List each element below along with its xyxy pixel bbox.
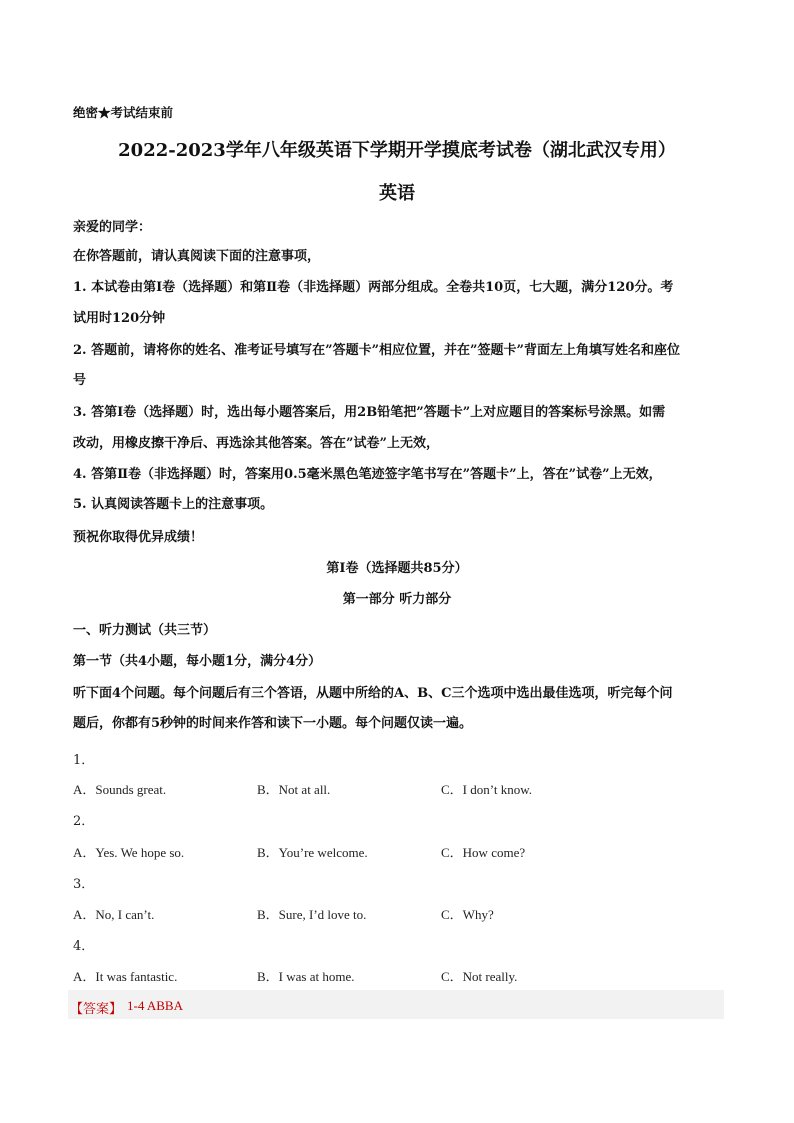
- answer-value: 1-4 ABBA: [127, 998, 183, 1013]
- instruction-line-1: 听下面4个问题。每个问题后有三个答语，从题中所给的A、B、C三个选项中选出最佳选项，听完每个问: [73, 686, 673, 701]
- option-a: A．Yes. We hope so.: [73, 845, 185, 860]
- listening-subheading: 第一节（共4小题，每小题1分，满分4分）: [73, 654, 322, 669]
- answer-label: 【答案】: [70, 1002, 123, 1017]
- option-a: A．No, I can’t.: [73, 907, 155, 922]
- option-c: C．Why?: [441, 907, 494, 922]
- subject-title: 英语: [379, 183, 415, 204]
- option-a: A．It was fantastic.: [73, 969, 178, 984]
- section-heading: 第一部分 听力部分: [342, 592, 452, 607]
- notice-item-1-line-1: 1. 本试卷由第Ⅰ卷（选择题）和第Ⅱ卷（非选择题）两部分组成。全卷共10页，七大题，满分120分。考: [73, 280, 674, 295]
- notice-item-3-line-1: 3. 答第Ⅰ卷（选择题）时，选出每小题答案后，用2B铅笔把”答题卡”上对应题目的答案标号涂黑。如需: [73, 405, 666, 420]
- notice-intro: 在你答题前，请认真阅读下面的注意事项，: [73, 249, 321, 264]
- option-b: B．You’re welcome.: [257, 845, 368, 860]
- option-b: B．I was at home.: [257, 969, 355, 984]
- notice-item-5: 5. 认真阅读答题卡上的注意事项。: [73, 497, 274, 512]
- notice-item-4: 4. 答第Ⅱ卷（非选择题）时，答案用0.5毫米黑色笔迹签字笔书写在”答题卡”上，答在”试卷”上无效，: [73, 467, 662, 482]
- closing-wish: 预祝你取得优异成绩！: [73, 530, 204, 545]
- greeting: 亲爱的同学：: [73, 220, 152, 235]
- confidential-label: 绝密★考试结束前: [73, 105, 174, 120]
- notice-item-3-line-2: 改动，用橡皮擦干净后、再选涂其他答案。答在”试卷”上无效，: [73, 436, 439, 451]
- option-c: C．Not really.: [441, 969, 518, 984]
- option-b: B．Sure, I’d love to.: [257, 907, 367, 922]
- notice-item-1-line-2: 试用时120分钟: [73, 311, 166, 326]
- question-number: 3．: [73, 877, 95, 892]
- exam-title: 2022-2023学年八年级英语下学期开学摸底考试卷（湖北武汉专用）: [118, 140, 676, 161]
- option-c: C．How come?: [441, 845, 526, 860]
- option-a: A．Sounds great.: [73, 782, 167, 797]
- instruction-line-2: 题后，你都有5秒钟的时间来作答和读下一小题。每个问题仅读一遍。: [73, 716, 473, 731]
- option-b: B．Not at all.: [257, 782, 331, 797]
- notice-item-2-line-1: 2. 答题前，请将你的姓名、准考证号填写在”答题卡”相应位置，并在”签题卡”背面左上角填写姓名和座位: [73, 343, 681, 358]
- option-c: C．I don’t know.: [441, 782, 533, 797]
- listening-heading: 一、听力测试（共三节）: [73, 623, 217, 638]
- question-number: 2．: [73, 814, 95, 829]
- question-number: 1．: [73, 753, 95, 768]
- volume-heading: 第Ⅰ卷（选择题共85分）: [326, 561, 468, 576]
- question-number: 4．: [73, 939, 95, 954]
- notice-item-2-line-2: 号: [73, 373, 87, 388]
